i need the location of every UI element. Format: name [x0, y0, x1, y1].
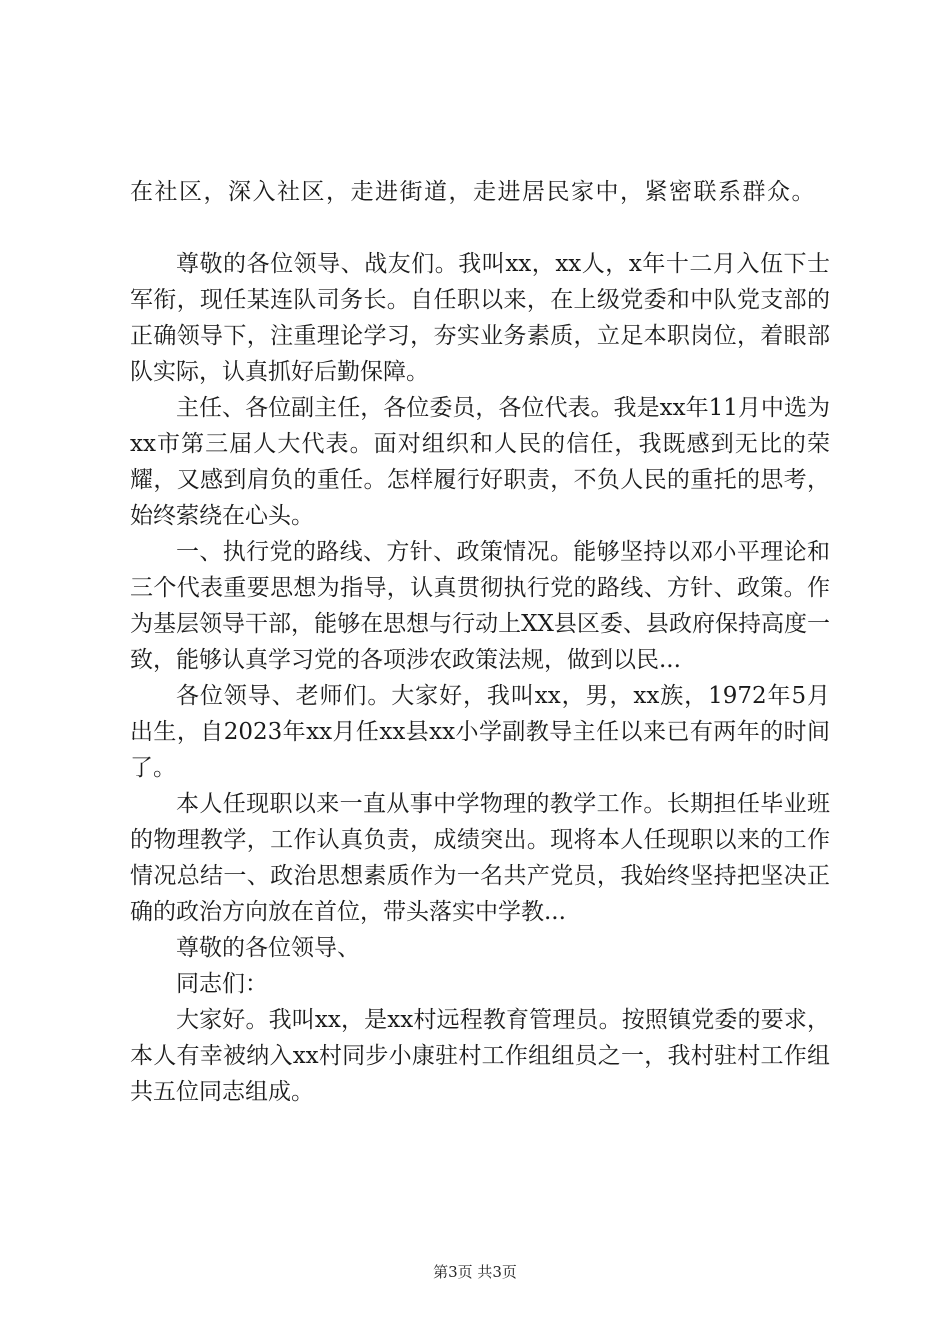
paragraph-speech-representative: 主任、各位副主任，各位委员，各位代表。我是xx年11月中选为xx市第三届人大代表。面对组织和人民的信任，我既感到无比的荣耀，又感到肩负的重任。怎样履行好职责，不负人民的重托的思考，始终萦绕在心头。: [130, 395, 830, 529]
page-number-footer: 第3页 共3页: [433, 1263, 517, 1281]
document-body: [130, 174, 830, 1110]
paragraph-speech-teacher: 各位领导、老师们。大家好，我叫xx，男，xx族，1972年5月出生，自2023年xx月任xx县xx小学副教导主任以来已有两年的时间了。: [130, 683, 830, 781]
paragraph-village-admin: 大家好。我叫xx，是xx村远程教育管理员。按照镇党委的要求，本人有幸被纳入xx村同步小康驻村工作组组员之一，我村驻村工作组共五位同志组成。: [130, 1007, 830, 1105]
paragraph-salutation: 尊敬的各位领导、: [176, 935, 360, 961]
paragraph-continuation: 在社区，深入社区，走进街道，走进居民家中，紧密联系群众。: [130, 179, 816, 205]
paragraph-party-policy: 一、执行党的路线、方针、政策情况。能够坚持以邓小平理论和三个代表重要思想为指导，认真贯彻执行党的路线、方针、政策。作为基层领导干部，能够在思想与行动上XX县区委、县政府保持高度一致，能够认真学习党的各项涉农政策法规，做到以民...: [130, 539, 830, 673]
paragraph-speech-soldier: 尊敬的各位领导、战友们。我叫xx，xx人，x年十二月入伍下士军衔，现任某连队司务长。自任职以来，在上级党委和中队党支部的正确领导下，注重理论学习，夯实业务素质，立足本职岗位，着眼部队实际，认真抓好后勤保障。: [130, 251, 830, 385]
paragraph-gap: [130, 210, 830, 246]
paragraph-physics-teaching: 本人任现职以来一直从事中学物理的教学工作。长期担任毕业班的物理教学，工作认真负责，成绩突出。现将本人任现职以来的工作情况总结一、政治思想素质作为一名共产党员，我始终坚持把坚决正确的政治方向放在首位，带头落实中学教...: [130, 791, 830, 925]
paragraph-salutation-comrades: 同志们：: [176, 971, 268, 997]
